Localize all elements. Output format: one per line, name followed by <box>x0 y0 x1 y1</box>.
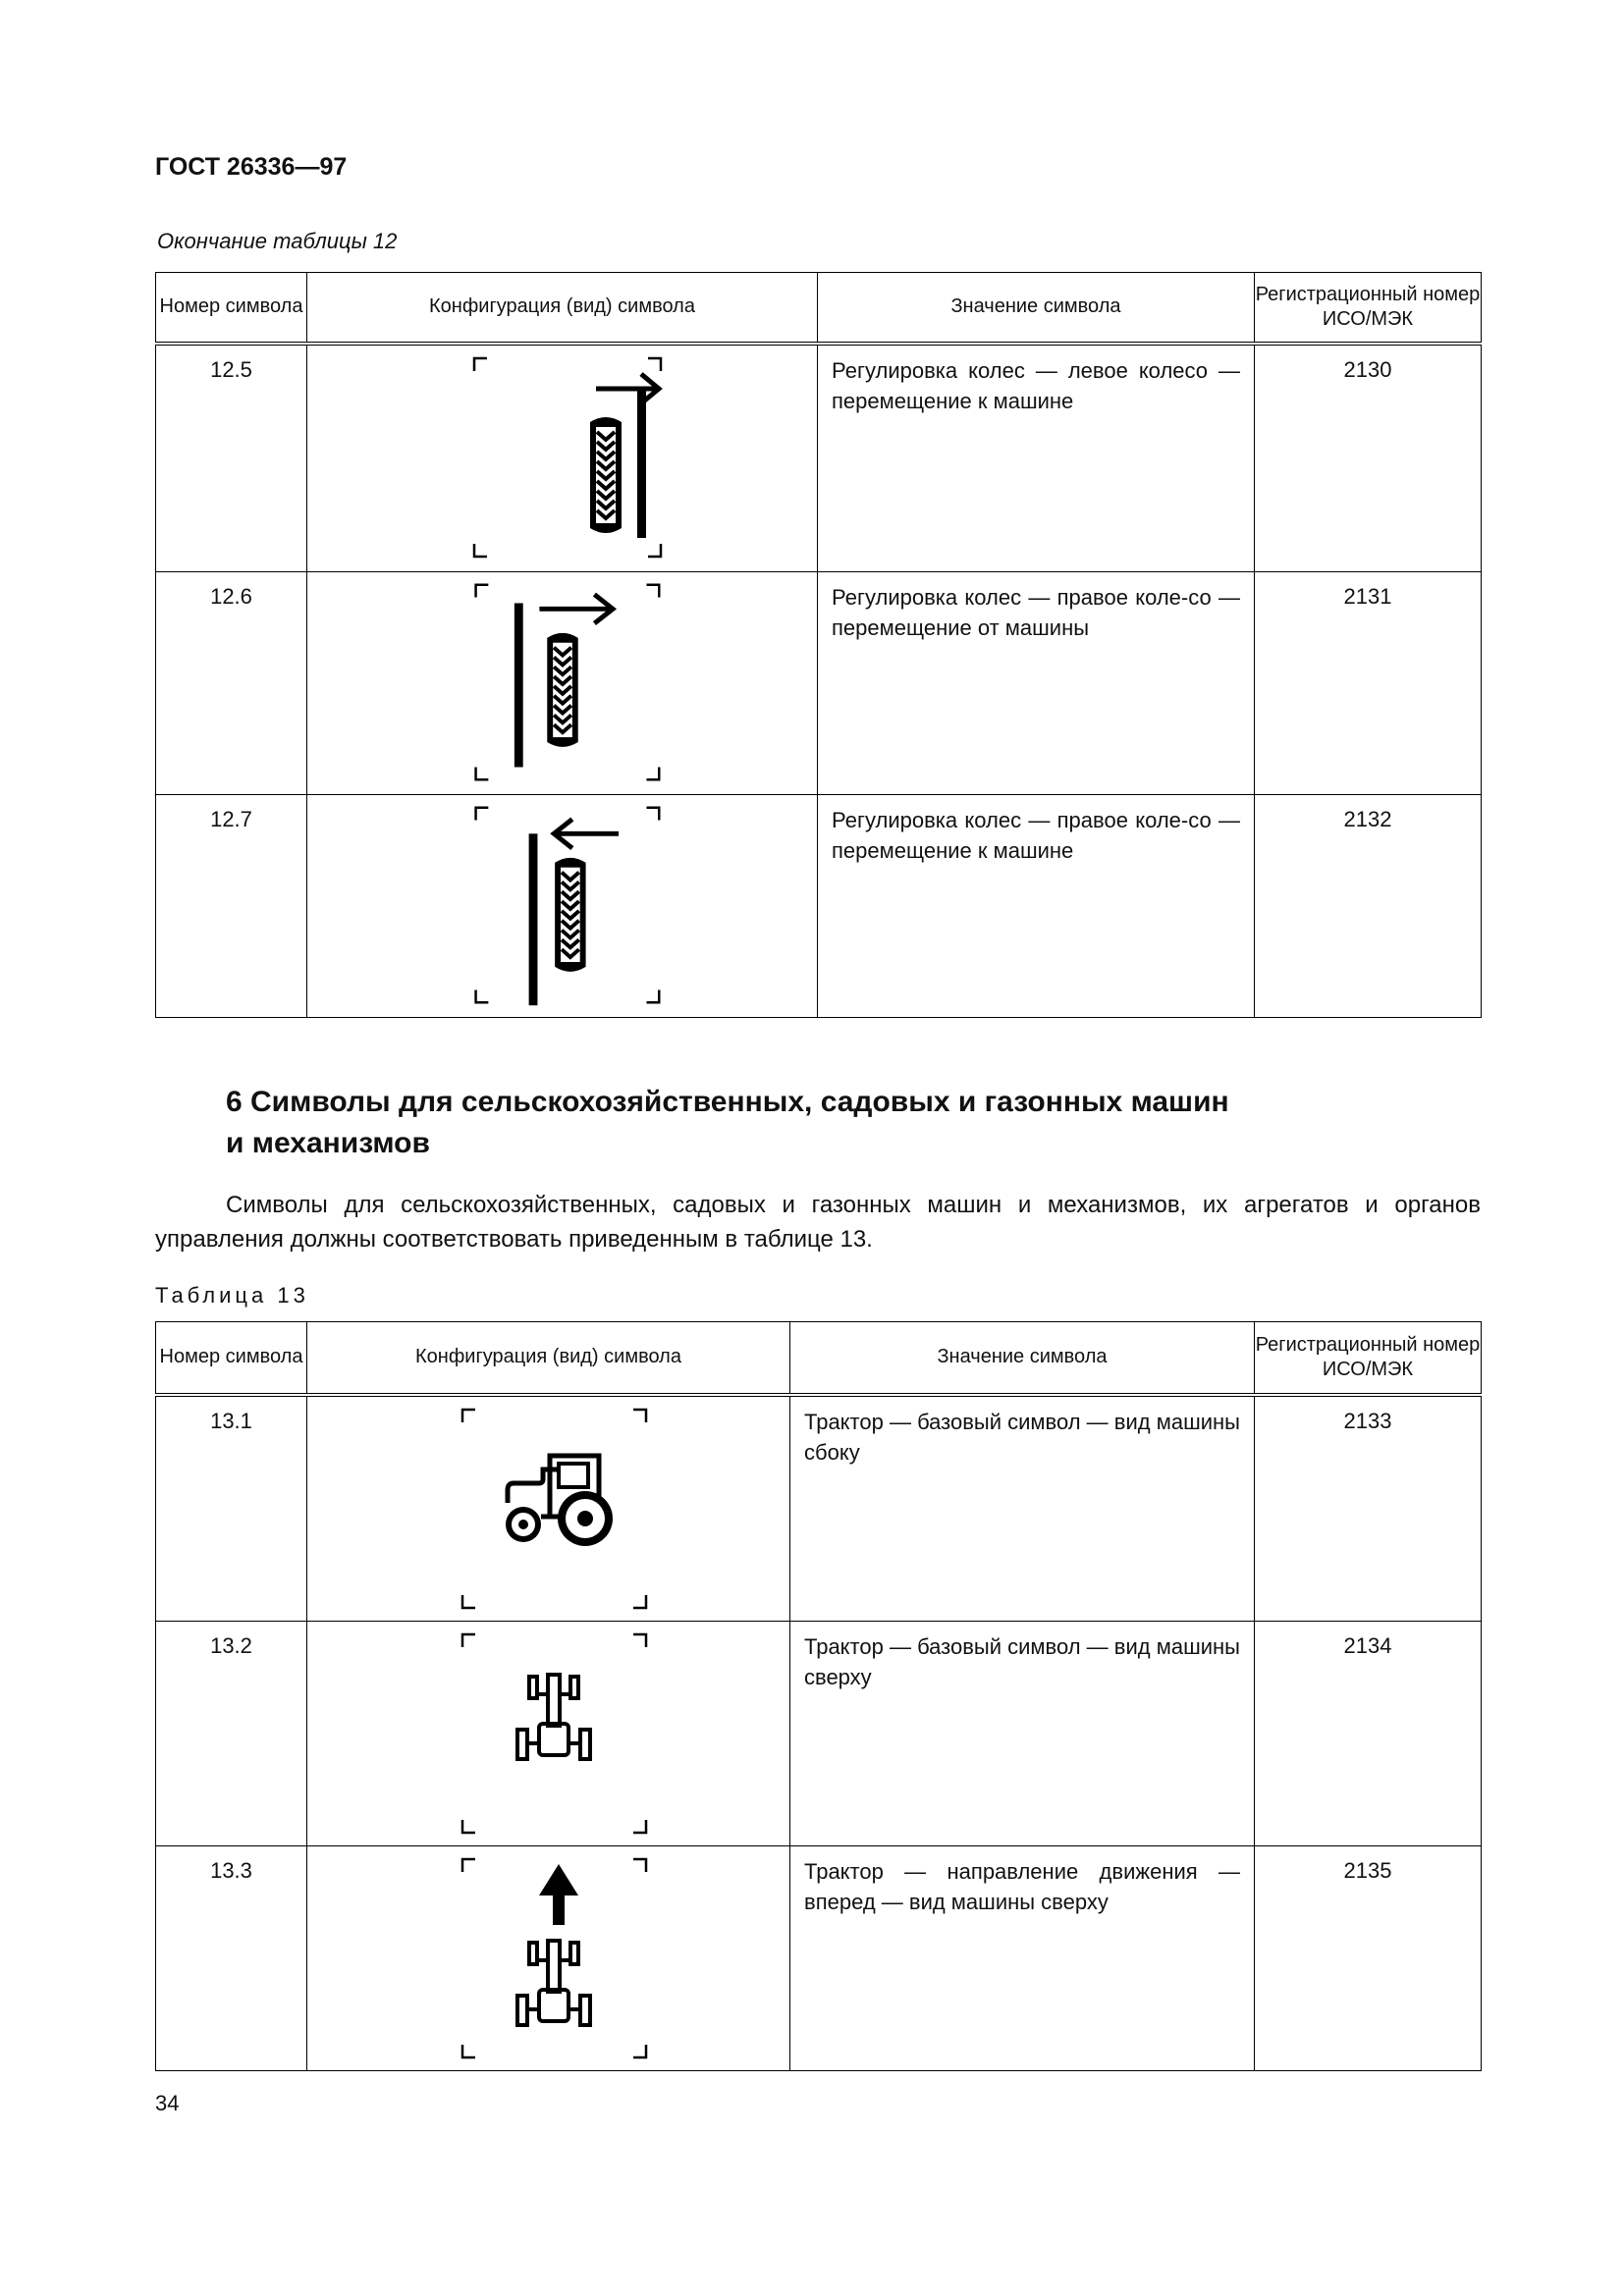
registration-number: 2134 <box>1255 1621 1482 1845</box>
symbol-meaning: Регулировка колес — правое коле-со — перемещение к машине <box>818 794 1255 1017</box>
symbol-meaning: Регулировка колес — левое колесо — перемещение к машине <box>818 344 1255 572</box>
symbol-number: 13.1 <box>156 1395 307 1622</box>
section-title-line-2: и механизмов <box>226 1127 430 1159</box>
symbol-meaning: Трактор — базовый символ — вид машины сбоку <box>790 1395 1255 1622</box>
table-row <box>156 571 1482 794</box>
tractor-side-view-icon <box>307 1397 790 1621</box>
document-code: ГОСТ 26336—97 <box>155 153 348 181</box>
section-title-line-1: 6 Символы для сельскохозяйственных, садовых и газонных машин <box>226 1086 1229 1118</box>
symbol-number: 12.7 <box>156 794 307 1017</box>
section-paragraph: Символы для сельскохозяйственных, садовых и газонных машин и механизмов, их агрегатов и органов управления должны соответствовать приведенным в таблице 13. <box>155 1192 1481 1253</box>
table-12 <box>155 272 1482 1018</box>
header-meaning: Значение символа <box>790 1322 1255 1395</box>
header-registration: Регистрационный номер ИСО/МЭК <box>1255 1322 1482 1395</box>
table-row <box>156 1395 1482 1622</box>
table-row <box>156 344 1482 572</box>
header-configuration: Конфигурация (вид) символа <box>307 1322 790 1395</box>
symbol-number: 12.6 <box>156 571 307 794</box>
symbol-number: 12.5 <box>156 344 307 572</box>
table-header-row <box>156 1322 1482 1395</box>
registration-number: 2131 <box>1255 571 1482 794</box>
symbol-meaning: Трактор — базовый символ — вид машины сверху <box>790 1621 1255 1845</box>
registration-number: 2135 <box>1255 1845 1482 2070</box>
section-title <box>226 1082 1502 1164</box>
table-row <box>156 1621 1482 1845</box>
header-registration: Регистрационный номер ИСО/МЭК <box>1255 273 1482 344</box>
registration-number: 2132 <box>1255 794 1482 1017</box>
tractor-top-view-icon <box>307 1622 790 1845</box>
wheel-right-to-machine-icon <box>307 795 818 1017</box>
symbol-meaning: Трактор — направление движения — вперед — вид машины сверху <box>790 1845 1255 2070</box>
table-13-caption: Таблица 13 <box>155 1283 309 1308</box>
table-row <box>156 1845 1482 2070</box>
page-number: 34 <box>155 2091 180 2115</box>
header-number: Номер символа <box>156 273 307 344</box>
table-header-row <box>156 273 1482 344</box>
header-number: Номер символа <box>156 1322 307 1395</box>
tractor-forward-direction-icon <box>307 1846 790 2070</box>
wheel-right-from-machine-icon <box>307 572 818 794</box>
registration-number: 2133 <box>1255 1395 1482 1622</box>
header-meaning: Значение символа <box>818 273 1255 344</box>
symbol-number: 13.3 <box>156 1845 307 2070</box>
registration-number: 2130 <box>1255 344 1482 572</box>
symbol-meaning: Регулировка колес — правое коле-со — перемещение от машины <box>818 571 1255 794</box>
wheel-left-to-machine-icon <box>307 346 818 571</box>
symbol-number: 13.2 <box>156 1621 307 1845</box>
table-13 <box>155 1321 1482 2071</box>
header-configuration: Конфигурация (вид) символа <box>307 273 818 344</box>
table-row <box>156 794 1482 1017</box>
table-continuation-label: Окончание таблицы 12 <box>157 229 398 253</box>
